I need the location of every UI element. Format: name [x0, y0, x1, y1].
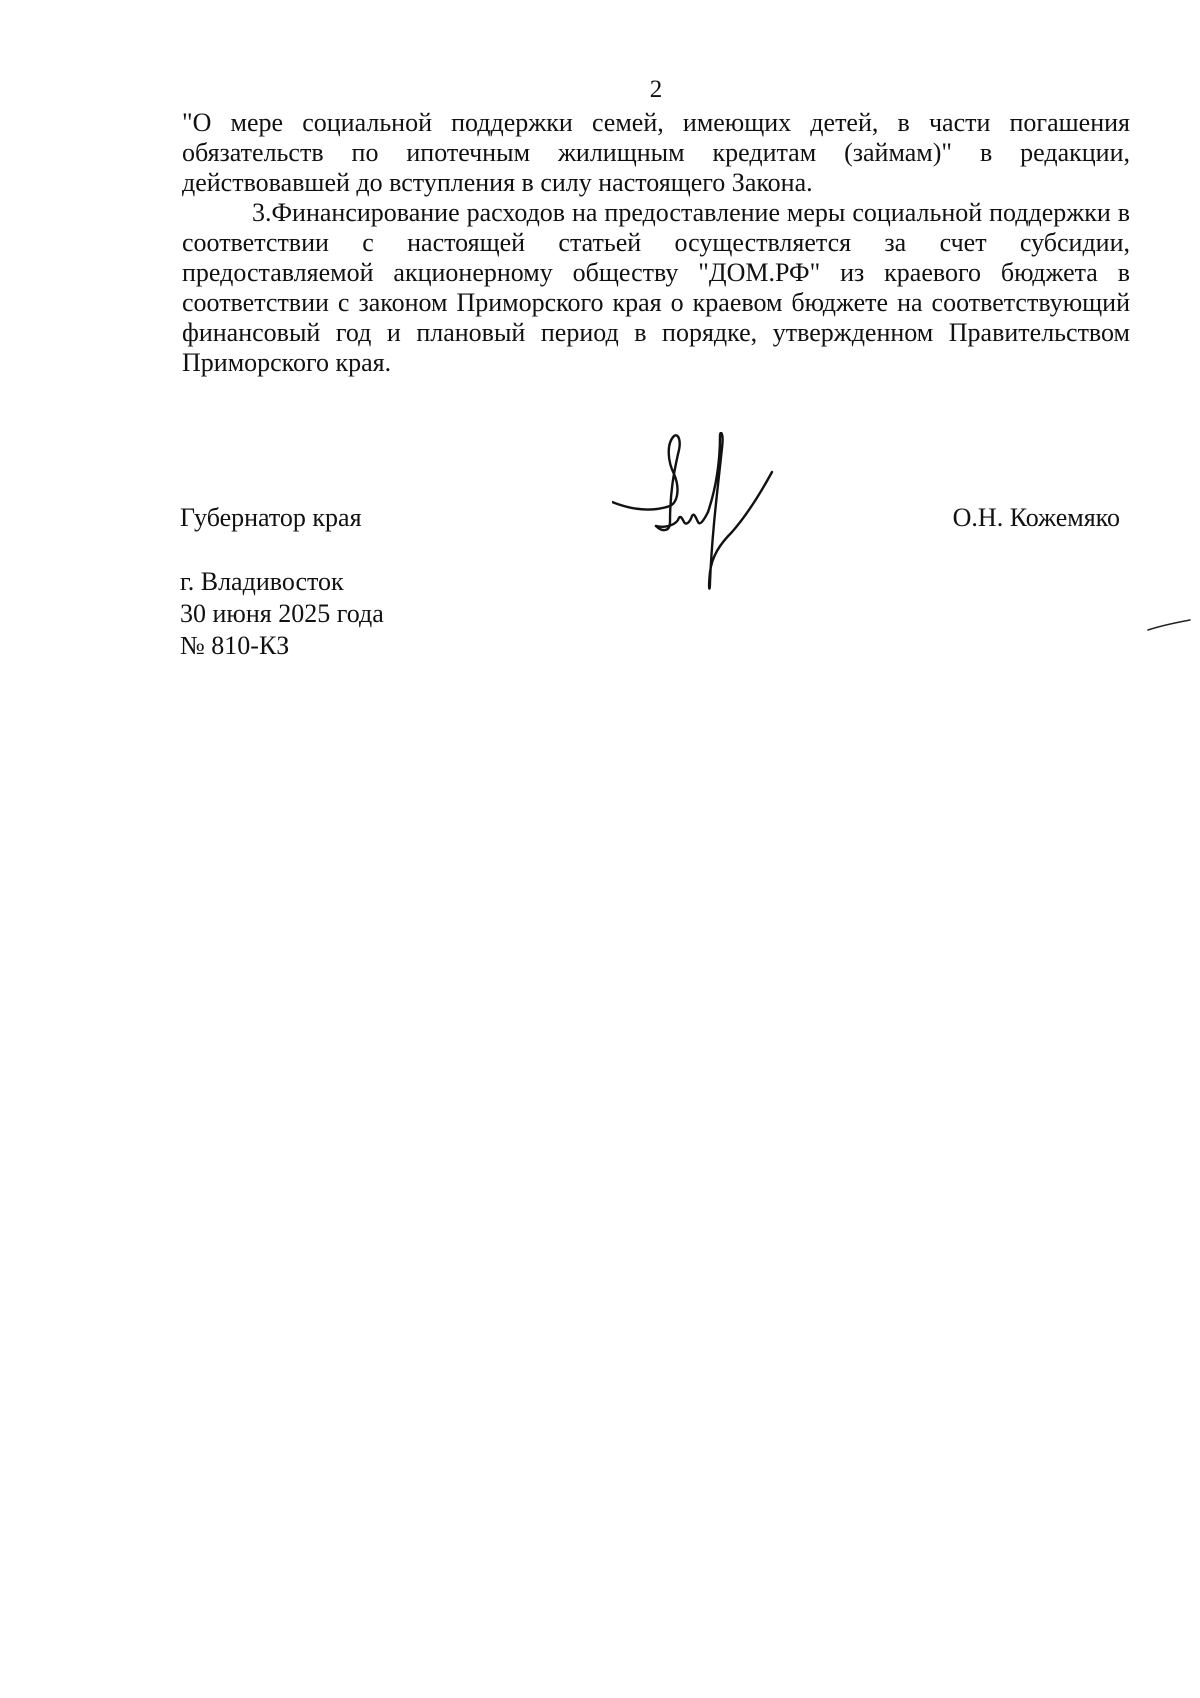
paragraph-continuation: "О мере социальной поддержки семей, имеющих детей, в части погашения обязательств по ипотечным жилищным кредитам (займам)" в редакции, действовавшей до вступления в силу настоящего Закона. [182, 108, 1130, 197]
handwritten-signature [612, 432, 792, 602]
scan-artifact-mark [1146, 618, 1192, 632]
position-title: Губернатор края [180, 503, 362, 532]
date-line: 30 июня 2025 года [180, 599, 384, 628]
signatory-name: О.Н. Кожемяко [952, 503, 1120, 532]
paragraph-financing: 3.Финансирование расходов на предоставление меры социальной поддержки в соответствии с настоящей статьей осуществляется за счет субсидии, предоставляемой акционерному обществу "ДОМ.РФ" из краевого бюджета в соответствии с законом Приморского края о краевом бюджете на соответствующий финансовый год и плановый период в порядке, утвержденном Правительством Приморского края. [182, 198, 1130, 377]
document-meta [180, 566, 384, 662]
document-body [182, 108, 1130, 378]
city-line: г. Владивосток [180, 567, 344, 596]
law-number: № 810-КЗ [180, 631, 290, 660]
page-number: 2 [649, 76, 663, 103]
